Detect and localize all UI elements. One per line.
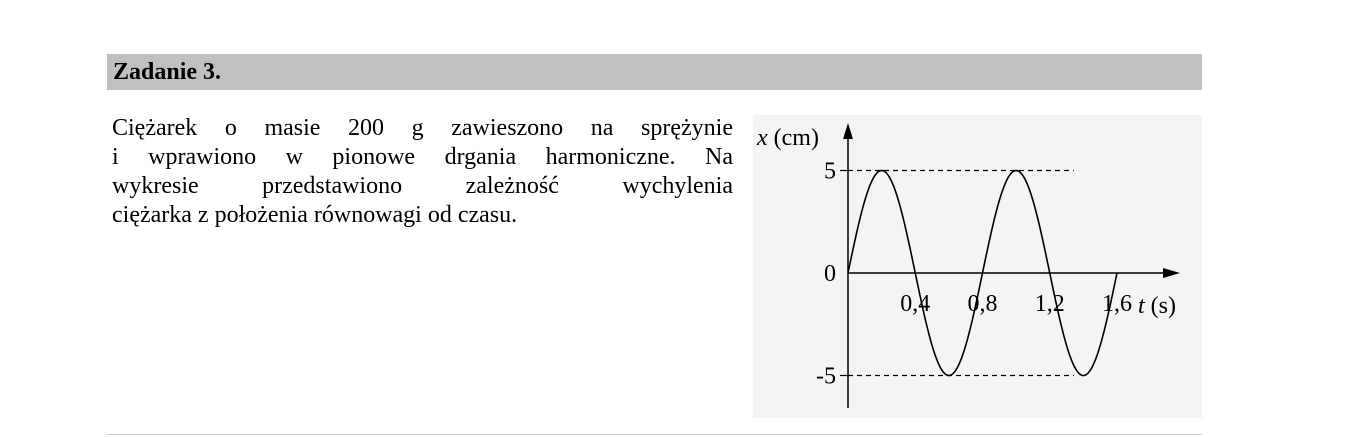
- x-tick-label-0: 0,4: [900, 291, 931, 317]
- task-line-3: wykresie przedstawiono zależność wychylenia: [112, 173, 733, 199]
- y-tick-label-1: 0: [824, 261, 836, 287]
- x-axis-label: [1138, 293, 1176, 319]
- oscillation-graph: [753, 115, 1202, 418]
- task-description: [112, 114, 733, 230]
- y-axis-arrow: [843, 123, 853, 139]
- x-axis-arrow: [1163, 268, 1180, 278]
- y-tick-label-0: 5: [824, 158, 836, 185]
- x-tick-label-1: 0,8: [967, 291, 998, 317]
- y-axis-unit: (cm): [773, 125, 819, 151]
- x-tick-label-2: 1,2: [1034, 291, 1065, 317]
- oscillation-graph-svg: [753, 115, 1202, 418]
- graph-dynamic-layer: [816, 159, 1132, 390]
- y-tick-label-2: -5: [816, 363, 836, 390]
- task-title: Zadanie 3.: [113, 59, 222, 85]
- task-line-1: Ciężarek o masie 200 g zawieszono na sprężynie: [112, 115, 733, 141]
- x-axis-unit: (s): [1150, 293, 1176, 319]
- task-line-2: i wprawiono w pionowe drgania harmoniczne. Na: [112, 144, 733, 170]
- task-line-4: ciężarka z położenia równowagi od czasu.: [112, 202, 518, 228]
- y-axis-variable: x: [757, 125, 768, 151]
- x-axis-variable: t: [1138, 293, 1145, 319]
- bottom-divider: [107, 434, 1202, 435]
- y-axis-label: [756, 125, 819, 151]
- task-header-bar: [107, 54, 1202, 90]
- x-tick-label-3: 1,6: [1102, 291, 1132, 317]
